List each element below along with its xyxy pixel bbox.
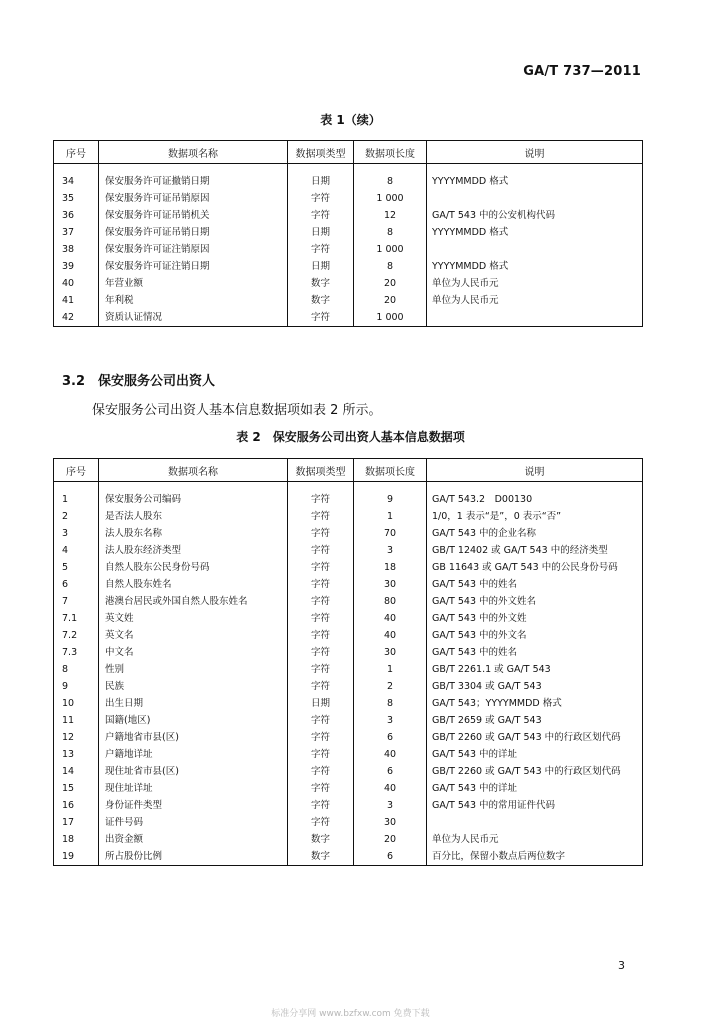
row-number: 7.2: [54, 627, 99, 644]
item-description: GB/T 2260 或 GA/T 543 中的行政区划代码: [427, 729, 643, 746]
item-name: 中文名: [99, 644, 288, 661]
item-length: 70: [354, 525, 427, 542]
item-description: GB 11643 或 GA/T 543 中的公民身份号码: [427, 559, 643, 576]
item-name: 户籍地详址: [99, 746, 288, 763]
item-description: GA/T 543.2 D00130: [427, 491, 643, 508]
row-number: 13: [54, 746, 99, 763]
row-number: 16: [54, 797, 99, 814]
item-length: 30: [354, 644, 427, 661]
spacer-cell: [288, 164, 354, 174]
item-description: YYYYMMDD 格式: [427, 173, 643, 190]
table2: [53, 458, 643, 866]
spacer-cell: [54, 164, 99, 174]
item-name: 保安服务许可证吊销机关: [99, 207, 288, 224]
item-length: 8: [354, 258, 427, 275]
table-row: [54, 258, 643, 275]
row-number: 36: [54, 207, 99, 224]
item-description: GB/T 2260 或 GA/T 543 中的行政区划代码: [427, 763, 643, 780]
table-row: [54, 491, 643, 508]
item-description: GA/T 543 中的外文姓: [427, 610, 643, 627]
item-description: [427, 241, 643, 258]
item-name: 证件号码: [99, 814, 288, 831]
item-name: 保安服务许可证吊销原因: [99, 190, 288, 207]
item-type: 字符: [288, 627, 354, 644]
item-length: 3: [354, 797, 427, 814]
row-number: 11: [54, 712, 99, 729]
column-header: 数据项名称: [99, 459, 288, 482]
table-row: [54, 678, 643, 695]
item-description: 单位为人民币元: [427, 275, 643, 292]
item-name: 保安服务许可证注销原因: [99, 241, 288, 258]
row-number: 5: [54, 559, 99, 576]
item-type: 字符: [288, 610, 354, 627]
item-description: GB/T 2659 或 GA/T 543: [427, 712, 643, 729]
row-number: 8: [54, 661, 99, 678]
row-number: 9: [54, 678, 99, 695]
watermark: 标准分享网 www.bzfxw.com 免费下载: [271, 1009, 430, 1019]
item-description: GA/T 543 中的企业名称: [427, 525, 643, 542]
item-length: 20: [354, 275, 427, 292]
item-type: 数字: [288, 848, 354, 866]
item-name: 法人股东名称: [99, 525, 288, 542]
item-type: 字符: [288, 309, 354, 327]
item-type: 字符: [288, 712, 354, 729]
item-name: 国籍(地区): [99, 712, 288, 729]
item-description: 1/0，1 表示“是”，0 表示“否”: [427, 508, 643, 525]
spacer-cell: [354, 164, 427, 174]
item-type: 字符: [288, 644, 354, 661]
table-row: [54, 525, 643, 542]
table-row: [54, 559, 643, 576]
item-length: 8: [354, 695, 427, 712]
row-number: 7.1: [54, 610, 99, 627]
row-number: 38: [54, 241, 99, 258]
column-header: 序号: [54, 459, 99, 482]
table-row: [54, 729, 643, 746]
table-row: [54, 661, 643, 678]
item-type: 数字: [288, 292, 354, 309]
item-name: 年利税: [99, 292, 288, 309]
row-number: 15: [54, 780, 99, 797]
spacer-cell: [54, 482, 99, 492]
table1: [53, 140, 643, 327]
table-row: [54, 173, 643, 190]
row-number: 12: [54, 729, 99, 746]
item-name: 性别: [99, 661, 288, 678]
item-name: 年营业额: [99, 275, 288, 292]
item-name: 民族: [99, 678, 288, 695]
item-type: 数字: [288, 831, 354, 848]
row-number: 39: [54, 258, 99, 275]
table-row: [54, 508, 643, 525]
item-length: 3: [354, 712, 427, 729]
row-number: 19: [54, 848, 99, 866]
item-length: 1: [354, 508, 427, 525]
item-length: 1 000: [354, 241, 427, 258]
table-row: [54, 275, 643, 292]
item-type: 字符: [288, 525, 354, 542]
item-type: 字符: [288, 241, 354, 258]
row-number: 17: [54, 814, 99, 831]
table2-title: 表 2 保安服务公司出资人基本信息数据项: [236, 430, 465, 444]
item-type: 数字: [288, 275, 354, 292]
item-type: 字符: [288, 542, 354, 559]
item-length: 6: [354, 763, 427, 780]
column-header: 数据项长度: [354, 459, 427, 482]
column-header: 数据项名称: [99, 141, 288, 164]
column-header: 数据项长度: [354, 141, 427, 164]
item-name: 是否法人股东: [99, 508, 288, 525]
item-length: 1 000: [354, 309, 427, 327]
spacer-cell: [99, 164, 288, 174]
item-length: 30: [354, 576, 427, 593]
item-type: 字符: [288, 814, 354, 831]
spacer-cell: [427, 482, 643, 492]
standard-code: GA/T 737—2011: [523, 64, 641, 79]
row-number: 4: [54, 542, 99, 559]
item-length: 9: [354, 491, 427, 508]
item-type: 字符: [288, 576, 354, 593]
item-name: 所占股份比例: [99, 848, 288, 866]
item-description: 百分比，保留小数点后两位数字: [427, 848, 643, 866]
item-type: 字符: [288, 763, 354, 780]
table-row: [54, 292, 643, 309]
item-length: 40: [354, 746, 427, 763]
column-header: 数据项类型: [288, 141, 354, 164]
item-name: 保安服务许可证撤销日期: [99, 173, 288, 190]
item-length: 40: [354, 780, 427, 797]
item-name: 出生日期: [99, 695, 288, 712]
row-number: 40: [54, 275, 99, 292]
table1-title: 表 1（续）: [320, 113, 381, 127]
row-number: 41: [54, 292, 99, 309]
item-type: 字符: [288, 678, 354, 695]
table1-header-row: [54, 141, 643, 164]
item-description: GA/T 543 中的姓名: [427, 644, 643, 661]
item-description: GA/T 543 中的外文姓名: [427, 593, 643, 610]
item-description: [427, 309, 643, 327]
row-number: 3: [54, 525, 99, 542]
item-name: 法人股东经济类型: [99, 542, 288, 559]
item-name: 出资金额: [99, 831, 288, 848]
item-description: [427, 814, 643, 831]
item-length: 2: [354, 678, 427, 695]
item-length: 18: [354, 559, 427, 576]
item-description: GA/T 543 中的姓名: [427, 576, 643, 593]
item-name: 户籍地省市县(区): [99, 729, 288, 746]
item-length: 40: [354, 627, 427, 644]
table-row: [54, 695, 643, 712]
column-header: 数据项类型: [288, 459, 354, 482]
table-row: [54, 593, 643, 610]
table-row: [54, 797, 643, 814]
item-description: YYYYMMDD 格式: [427, 224, 643, 241]
item-length: 8: [354, 224, 427, 241]
spacer-cell: [99, 482, 288, 492]
table-row: [54, 542, 643, 559]
item-type: 字符: [288, 661, 354, 678]
item-name: 保安服务许可证注销日期: [99, 258, 288, 275]
item-type: 字符: [288, 797, 354, 814]
spacer-row: [54, 164, 643, 174]
table-row: [54, 610, 643, 627]
item-name: 英文名: [99, 627, 288, 644]
item-name: 现住址详址: [99, 780, 288, 797]
spacer-cell: [354, 482, 427, 492]
item-name: 保安服务许可证吊销日期: [99, 224, 288, 241]
section-paragraph: 保安服务公司出资人基本信息数据项如表 2 所示。: [92, 403, 382, 418]
item-description: GA/T 543 中的详址: [427, 746, 643, 763]
item-description: GA/T 543 中的详址: [427, 780, 643, 797]
table-row: [54, 190, 643, 207]
item-description: GB/T 3304 或 GA/T 543: [427, 678, 643, 695]
item-description: 单位为人民币元: [427, 831, 643, 848]
item-type: 字符: [288, 491, 354, 508]
table-row: [54, 763, 643, 780]
item-type: 字符: [288, 207, 354, 224]
item-name: 英文姓: [99, 610, 288, 627]
item-length: 6: [354, 729, 427, 746]
table-row: [54, 644, 643, 661]
row-number: 34: [54, 173, 99, 190]
item-length: 20: [354, 831, 427, 848]
item-name: 资质认证情况: [99, 309, 288, 327]
row-number: 6: [54, 576, 99, 593]
item-type: 字符: [288, 508, 354, 525]
item-length: 3: [354, 542, 427, 559]
row-number: 2: [54, 508, 99, 525]
item-length: 6: [354, 848, 427, 866]
item-length: 8: [354, 173, 427, 190]
item-type: 日期: [288, 258, 354, 275]
row-number: 18: [54, 831, 99, 848]
item-description: GA/T 543 中的外文名: [427, 627, 643, 644]
table-row: [54, 627, 643, 644]
item-length: 40: [354, 610, 427, 627]
item-description: GB/T 2261.1 或 GA/T 543: [427, 661, 643, 678]
item-type: 日期: [288, 173, 354, 190]
table-row: [54, 207, 643, 224]
item-type: 字符: [288, 559, 354, 576]
column-header: 说明: [427, 459, 643, 482]
item-description: 单位为人民币元: [427, 292, 643, 309]
item-description: [427, 190, 643, 207]
table-row: [54, 309, 643, 327]
item-type: 字符: [288, 729, 354, 746]
item-name: 港澳台居民或外国自然人股东姓名: [99, 593, 288, 610]
row-number: 14: [54, 763, 99, 780]
item-description: YYYYMMDD 格式: [427, 258, 643, 275]
item-description: GA/T 543 中的公安机构代码: [427, 207, 643, 224]
row-number: 42: [54, 309, 99, 327]
table2-header-row: [54, 459, 643, 482]
item-type: 日期: [288, 224, 354, 241]
table-row: [54, 224, 643, 241]
section-heading: 3.2 保安服务公司出资人: [62, 374, 216, 389]
table-row: [54, 831, 643, 848]
item-length: 20: [354, 292, 427, 309]
item-description: GA/T 543；YYYYMMDD 格式: [427, 695, 643, 712]
spacer-cell: [427, 164, 643, 174]
item-type: 日期: [288, 695, 354, 712]
item-type: 字符: [288, 746, 354, 763]
table-row: [54, 780, 643, 797]
item-name: 现住址省市县(区): [99, 763, 288, 780]
row-number: 10: [54, 695, 99, 712]
item-description: GB/T 12402 或 GA/T 543 中的经济类型: [427, 542, 643, 559]
item-name: 自然人股东公民身份号码: [99, 559, 288, 576]
table-row: [54, 814, 643, 831]
row-number: 1: [54, 491, 99, 508]
column-header: 说明: [427, 141, 643, 164]
item-description: GA/T 543 中的常用证件代码: [427, 797, 643, 814]
column-header: 序号: [54, 141, 99, 164]
row-number: 7: [54, 593, 99, 610]
item-type: 字符: [288, 190, 354, 207]
spacer-cell: [288, 482, 354, 492]
item-length: 1 000: [354, 190, 427, 207]
page-number: 3: [618, 959, 625, 972]
table-row: [54, 746, 643, 763]
table-row: [54, 712, 643, 729]
table-row: [54, 576, 643, 593]
row-number: 37: [54, 224, 99, 241]
item-length: 12: [354, 207, 427, 224]
table-row: [54, 241, 643, 258]
item-length: 30: [354, 814, 427, 831]
item-length: 80: [354, 593, 427, 610]
item-type: 字符: [288, 593, 354, 610]
item-type: 字符: [288, 780, 354, 797]
table-row: [54, 848, 643, 866]
spacer-row: [54, 482, 643, 492]
row-number: 7.3: [54, 644, 99, 661]
item-name: 保安服务公司编码: [99, 491, 288, 508]
item-length: 1: [354, 661, 427, 678]
item-name: 身份证件类型: [99, 797, 288, 814]
item-name: 自然人股东姓名: [99, 576, 288, 593]
row-number: 35: [54, 190, 99, 207]
